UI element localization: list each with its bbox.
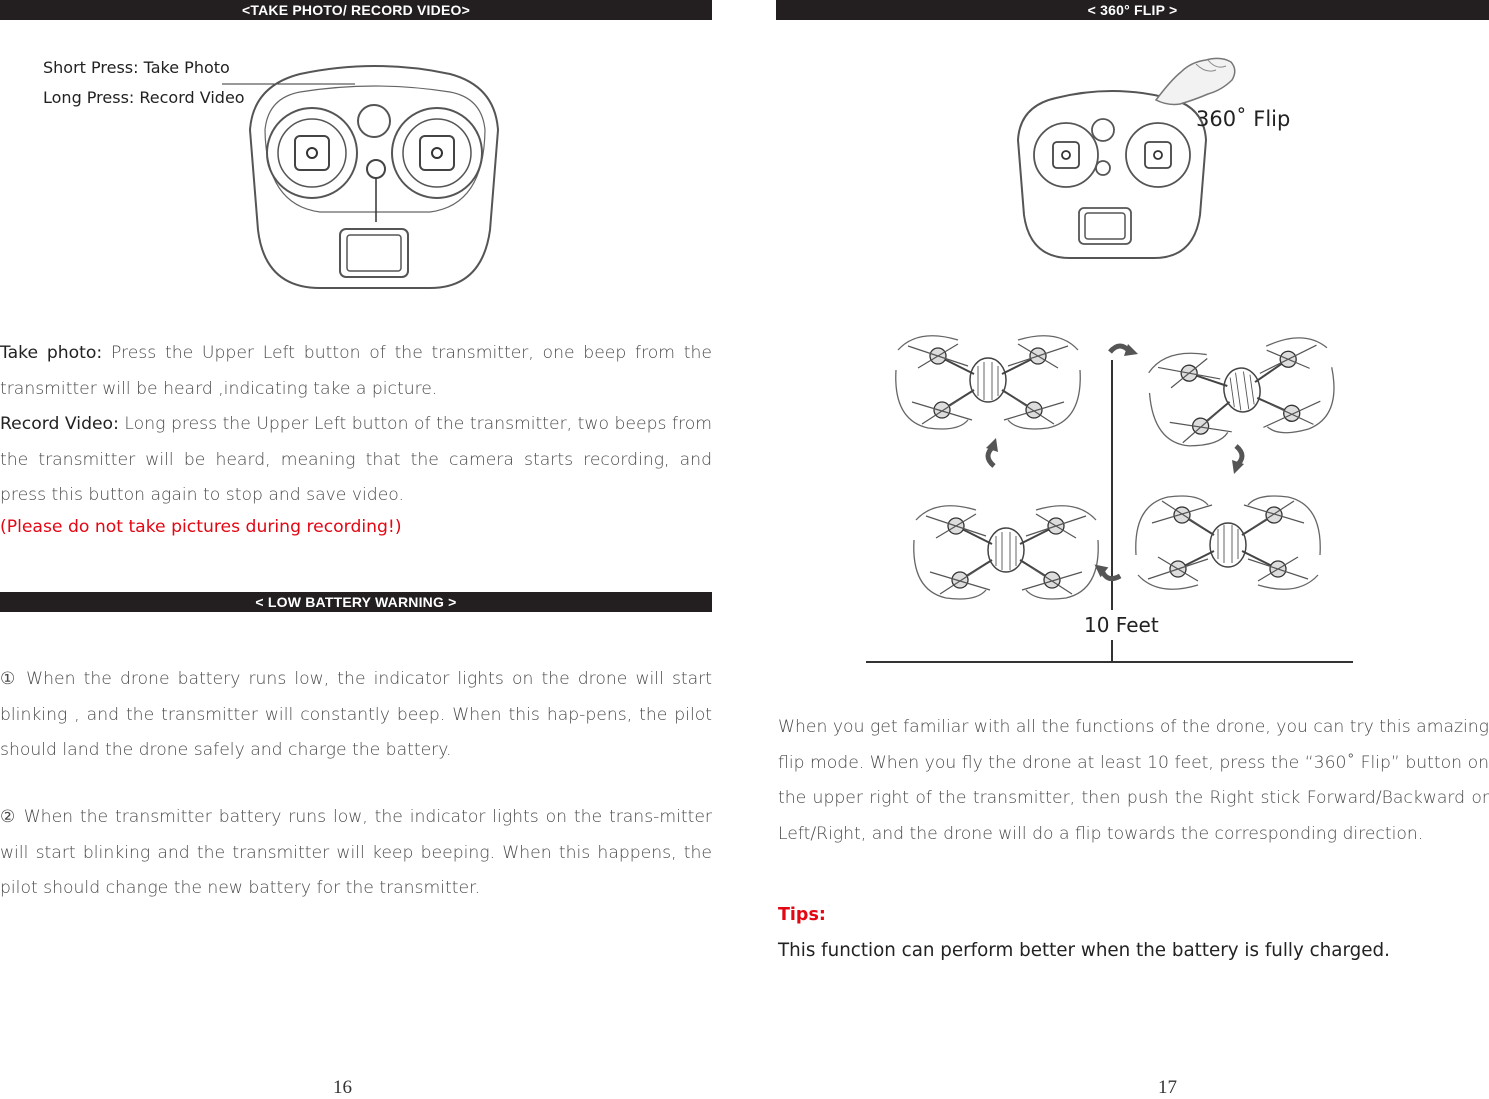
page-number-right: 17 xyxy=(1158,1077,1177,1098)
right-page xyxy=(776,0,1489,1098)
left-page xyxy=(0,0,712,1098)
take-photo-label: Take photo: xyxy=(0,343,103,363)
page-number-left: 16 xyxy=(333,1077,352,1098)
record-video-text: Long press the Upper Left button of the transmitter, two beeps from the transmitter will be heard, meaning that the camera starts recording, and press this button again to stop and save video. xyxy=(0,414,712,505)
battery-point-2: ② When the transmitter battery runs low, the indicator lights on the trans-mitter will start blinking and the transmitter will keep beeping. When this happens, the pilot should change the new battery for the transmitter. xyxy=(0,807,712,898)
callout-short-press: Short Press: Take Photo xyxy=(43,58,230,77)
section-header-low-battery: < LOW BATTERY WARNING > xyxy=(0,592,712,612)
flip-transmitter-illustration xyxy=(776,0,1489,280)
battery-point-1: ① When the drone battery runs low, the indicator lights on the drone will start blinking , and the transmitter will constantly beep. When this hap-pens, the pilot should land the drone safely and charge the battery. xyxy=(0,669,712,760)
flip-button-label: 360˚ Flip xyxy=(1196,107,1291,131)
take-photo-paragraph xyxy=(0,336,712,407)
record-video-label: Record Video: xyxy=(0,414,119,434)
record-video-paragraph xyxy=(0,407,712,514)
transmitter-illustration xyxy=(0,0,712,300)
flip-description: When you get familiar with all the functions of the drone, you can try this amazing flip mode. When you fly the drone at least 10 feet, press the “360˚ Flip” button on the upper right of the transmitter, then push the Right stick Forward/Backward or Left/Right, and the drone will do a flip towards the corresponding direction. xyxy=(778,717,1489,844)
callout-long-press: Long Press: Record Video xyxy=(43,88,245,107)
tips-text: This function can perform better when the battery is fully charged. xyxy=(778,940,1390,961)
tips-label: Tips: xyxy=(778,905,826,925)
take-photo-text: Press the Upper Left button of the transmitter, one beep from the transmitter will be heard ,indicating take a picture. xyxy=(0,343,712,399)
section-header-flip: < 360° FLIP > xyxy=(776,0,1489,20)
height-label: 10 Feet xyxy=(1084,610,1159,640)
section-header-take-photo: <TAKE PHOTO/ RECORD VIDEO> xyxy=(0,0,712,20)
recording-warning: (Please do not take pictures during recording!) xyxy=(0,517,402,537)
